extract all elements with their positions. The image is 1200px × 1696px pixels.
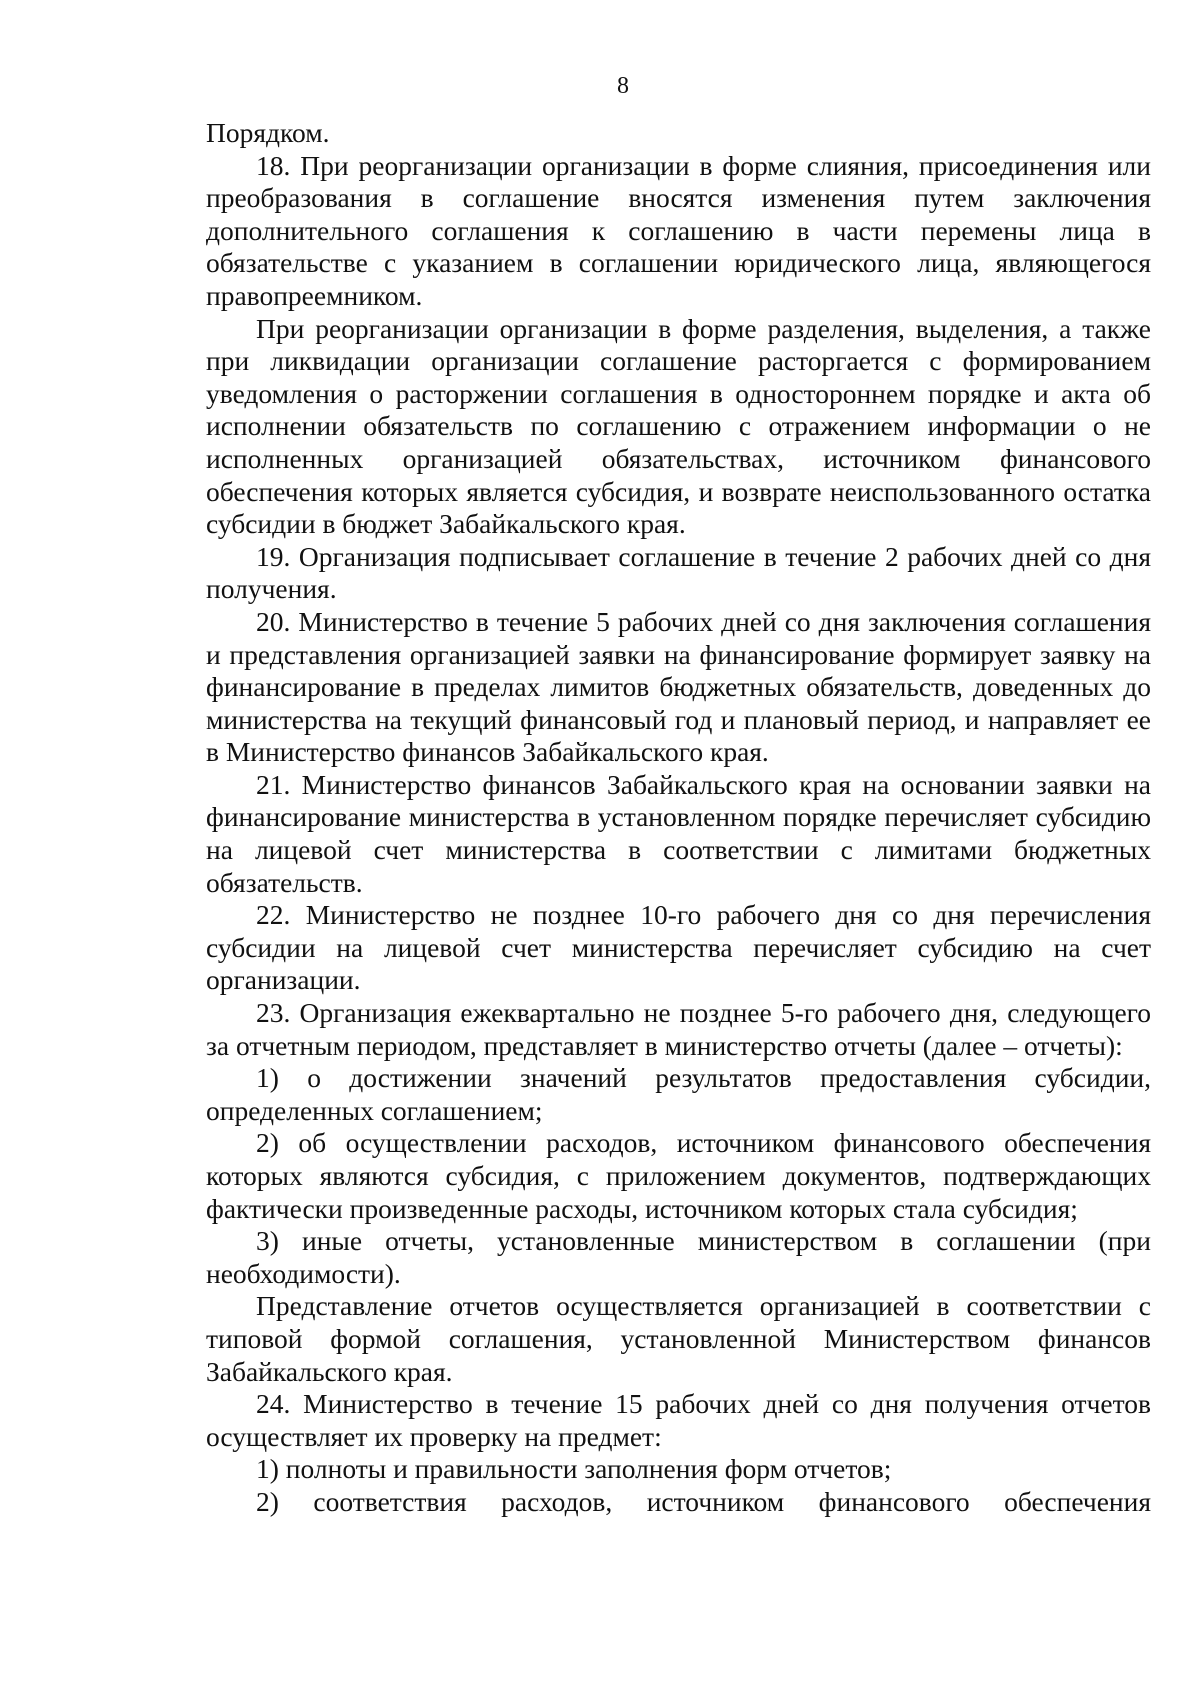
paragraph-22: 22. Министерство не позднее 10-го рабочего дня со дня перечисления субсидии на лицевой счет министерства перечисляет субсидию на счет организации. xyxy=(206,899,1151,996)
paragraph-19: 19. Организация подписывает соглашение в течение 2 рабочих дней со дня получения. xyxy=(206,540,1151,605)
list-item-24-1: 1) полноты и правильности заполнения форм отчетов; xyxy=(256,1453,892,1485)
list-item-23-2: 2) об осуществлении расходов, источником финансового обеспечения которых являются субсидия, с приложением документов, подтверждающих фактически произведенные расходы, источником которых стала субсидия; xyxy=(206,1127,1151,1224)
paragraph-21: 21. Министерство финансов Забайкальского края на основании заявки на финансирование министерства в установленном порядке перечисляет субсидию на лицевой счет министерства в соответствии с лимитами бюджетных обязательств. xyxy=(206,768,1151,898)
paragraph-reports-submission: Представление отчетов осуществляется организацией в соответствии с типовой формой соглашения, установленной Министерством финансов Забайкальского края. xyxy=(206,1290,1151,1387)
paragraph-continuation: Порядком. xyxy=(206,117,330,148)
page-number: 8 xyxy=(617,73,629,99)
paragraph-18: 18. При реорганизации организации в форме слияния, присоединения или преобразования в соглашение вносятся изменения путем заключения дополнительного соглашения к соглашению в части перемены лица в обязательстве с указанием в соглашении юридического лица, являющегося правопреемником. xyxy=(206,149,1151,311)
paragraph-23: 23. Организация ежеквартально не позднее 5-го рабочего дня, следующего за отчетным периодом, представляет в министерство отчеты (далее – отчеты): xyxy=(206,997,1151,1061)
paragraph-reorganization: При реорганизации организации в форме разделения, выделения, а также при ликвидации организации соглашение расторгается с формированием уведомления о расторжении соглашения в одностороннем порядке и акта об исполнении обязательств по соглашению с отражением информации о не исполненных организацией обязательствах, источником финансового обеспечения которых является субсидия, и возврате неиспользованного остатка субсидии в бюджет Забайкальского края. xyxy=(206,312,1151,540)
list-item-23-3: 3) иные отчеты, установленные министерством в соглашении (при необходимости). xyxy=(206,1225,1151,1289)
paragraph-20: 20. Министерство в течение 5 рабочих дней со дня заключения соглашения и представления организацией заявки на финансирование формирует заявку на финансирование в пределах лимитов бюджетных обязательств, доведенных до министерства на текущий финансовый год и плановый период, и направляет ее в Министерство финансов Забайкальского края. xyxy=(206,605,1151,768)
list-item-24-2: 2) соответствия расходов, источником финансового обеспечения xyxy=(256,1485,1151,1517)
document-body xyxy=(206,117,1151,1519)
list-item-23-1: 1) о достижении значений результатов предоставления субсидии, определенных соглашением; xyxy=(206,1062,1151,1126)
paragraph-24: 24. Министерство в течение 15 рабочих дней со дня получения отчетов осуществляет их проверку на предмет: xyxy=(206,1388,1151,1452)
